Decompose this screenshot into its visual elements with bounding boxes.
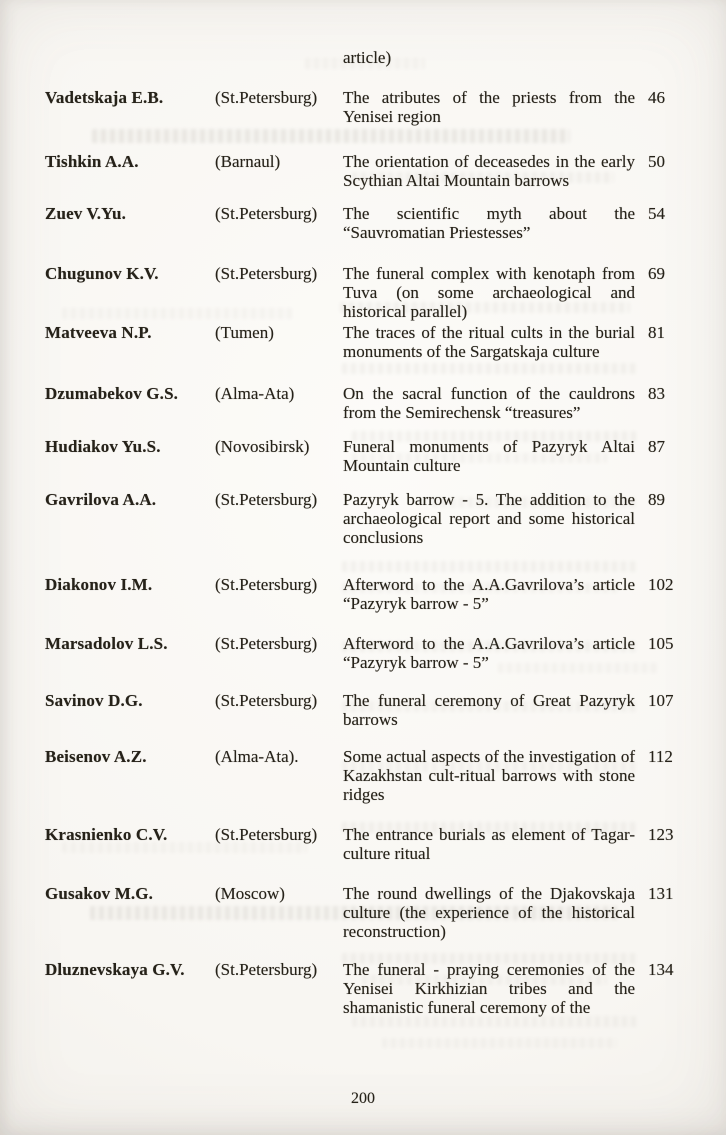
entry-city: (St.Petersburg) [215,204,318,223]
entry-city: (St.Petersburg) [215,264,318,283]
entry-author: Zuev V.Yu. [45,204,127,223]
toc-entry [45,264,681,321]
entry-title: On the sacral function of the cauldrons from the Semirechensk “treasures” [343,384,635,422]
entry-city: (St.Petersburg) [215,634,318,653]
entry-author: Gavrilova A.A. [45,490,157,509]
entry-city: (St.Petersburg) [215,825,318,844]
entry-city: (Tumen) [215,323,274,342]
entry-page-number: 102 [648,575,674,594]
entry-title: The funeral complex with kenotaph from Tuva (on some archaeological and historical parallel) [343,264,635,321]
entry-page-number: 83 [648,384,665,403]
entry-page-number: 89 [648,490,665,509]
entry-author: Dluznevskaya G.V. [45,960,185,979]
entry-author: Chugunov K.V. [45,264,159,283]
toc-entry [45,152,681,190]
toc-entry [45,490,681,547]
page-number: 200 [351,1090,375,1107]
toc-entry [45,575,681,613]
entry-author: Diakonov I.M. [45,575,153,594]
entry-city: (Alma-Ata). [215,747,299,766]
entry-page-number: 107 [648,691,674,710]
entry-page-number: 112 [648,747,673,766]
entry-title: Afterword to the A.A.Gavrilova’s article “Pazyryk barrow - 5” [343,634,635,672]
entry-author: Hudiakov Yu.S. [45,437,161,456]
entry-title: Funeral monuments of Pazyryk Altai Mountain culture [343,437,635,475]
toc-entry [45,437,681,475]
entry-page-number: 81 [648,323,665,342]
toc-entry [45,323,681,361]
toc-entry [45,88,681,126]
entry-city: (St.Petersburg) [215,88,318,107]
entry-author: Marsadolov L.S. [45,634,168,653]
entry-city: (St.Petersburg) [215,691,318,710]
bleedthrough-smudge [352,1016,637,1027]
entry-page-number: 69 [648,264,665,283]
entry-author: Savinov D.G. [45,691,143,710]
entry-page-number: 123 [648,825,674,844]
entry-title: The funeral - praying ceremonies of the Yenisei Kirkhizian tribes and the shamanistic funeral ceremony of the [343,960,635,1017]
entry-title: The round dwellings of the Djakovskaja culture (the experience of the historical reconstruction) [343,884,635,941]
entry-page-number: 54 [648,204,665,223]
entry-title: The atributes of the priests from the Yenisei region [343,88,635,126]
entry-city: (Barnaul) [215,152,281,171]
entry-author: Matveeva N.P. [45,323,152,342]
entry-title: The orientation of deceasedes in the early Scythian Altai Mountain barrows [343,152,635,190]
toc-list [45,88,681,1017]
entry-author: Vadetskaja E.B. [45,88,164,107]
continuation-text: article) [343,48,392,67]
entry-page-number: 46 [648,88,665,107]
entry-page-number: 105 [648,634,674,653]
entry-city: (Moscow) [215,884,285,903]
toc-entry [45,634,681,672]
entry-city: (Novosibirsk) [215,437,310,456]
toc-entry [45,384,681,422]
toc-entry [45,747,681,804]
entry-author: Tishkin A.A. [45,152,139,171]
entry-author: Beisenov A.Z. [45,747,147,766]
entry-city: (St.Petersburg) [215,490,318,509]
contents-list-area [45,48,681,1017]
entry-page-number: 131 [648,884,674,903]
entry-city: (St.Petersburg) [215,575,318,594]
entry-title: The entrance burials as element of Tagar-culture ritual [343,825,635,863]
entry-page-number: 87 [648,437,665,456]
entry-title: Some actual aspects of the investigation of Kazakhstan cult-ritual barrows with stone ridges [343,747,635,804]
entry-title: Pazyryk barrow - 5. The addition to the archaeological report and some historical conclusions [343,490,635,547]
entry-page-number: 50 [648,152,665,171]
toc-entry [45,691,681,729]
entry-title: Afterword to the A.A.Gavrilova’s article “Pazyryk barrow - 5” [343,575,635,613]
entry-page-number: 134 [648,960,674,979]
continuation-line [343,48,681,67]
toc-entry [45,884,681,941]
toc-entry [45,825,681,863]
entry-city: (St.Petersburg) [215,960,318,979]
toc-entry [45,204,681,242]
entry-title: The funeral ceremony of Great Pazyryk barrows [343,691,635,729]
entry-city: (Alma-Ata) [215,384,295,403]
bleedthrough-smudge [382,1038,617,1048]
entry-title: The traces of the ritual cults in the burial monuments of the Sargatskaja culture [343,323,635,361]
entry-author: Dzumabekov G.S. [45,384,179,403]
entry-author: Krasnienko C.V. [45,825,168,844]
entry-title: The scientific myth about the “Sauvromatian Priestesses” [343,204,635,242]
toc-entry [45,960,681,1017]
entry-author: Gusakov M.G. [45,884,154,903]
